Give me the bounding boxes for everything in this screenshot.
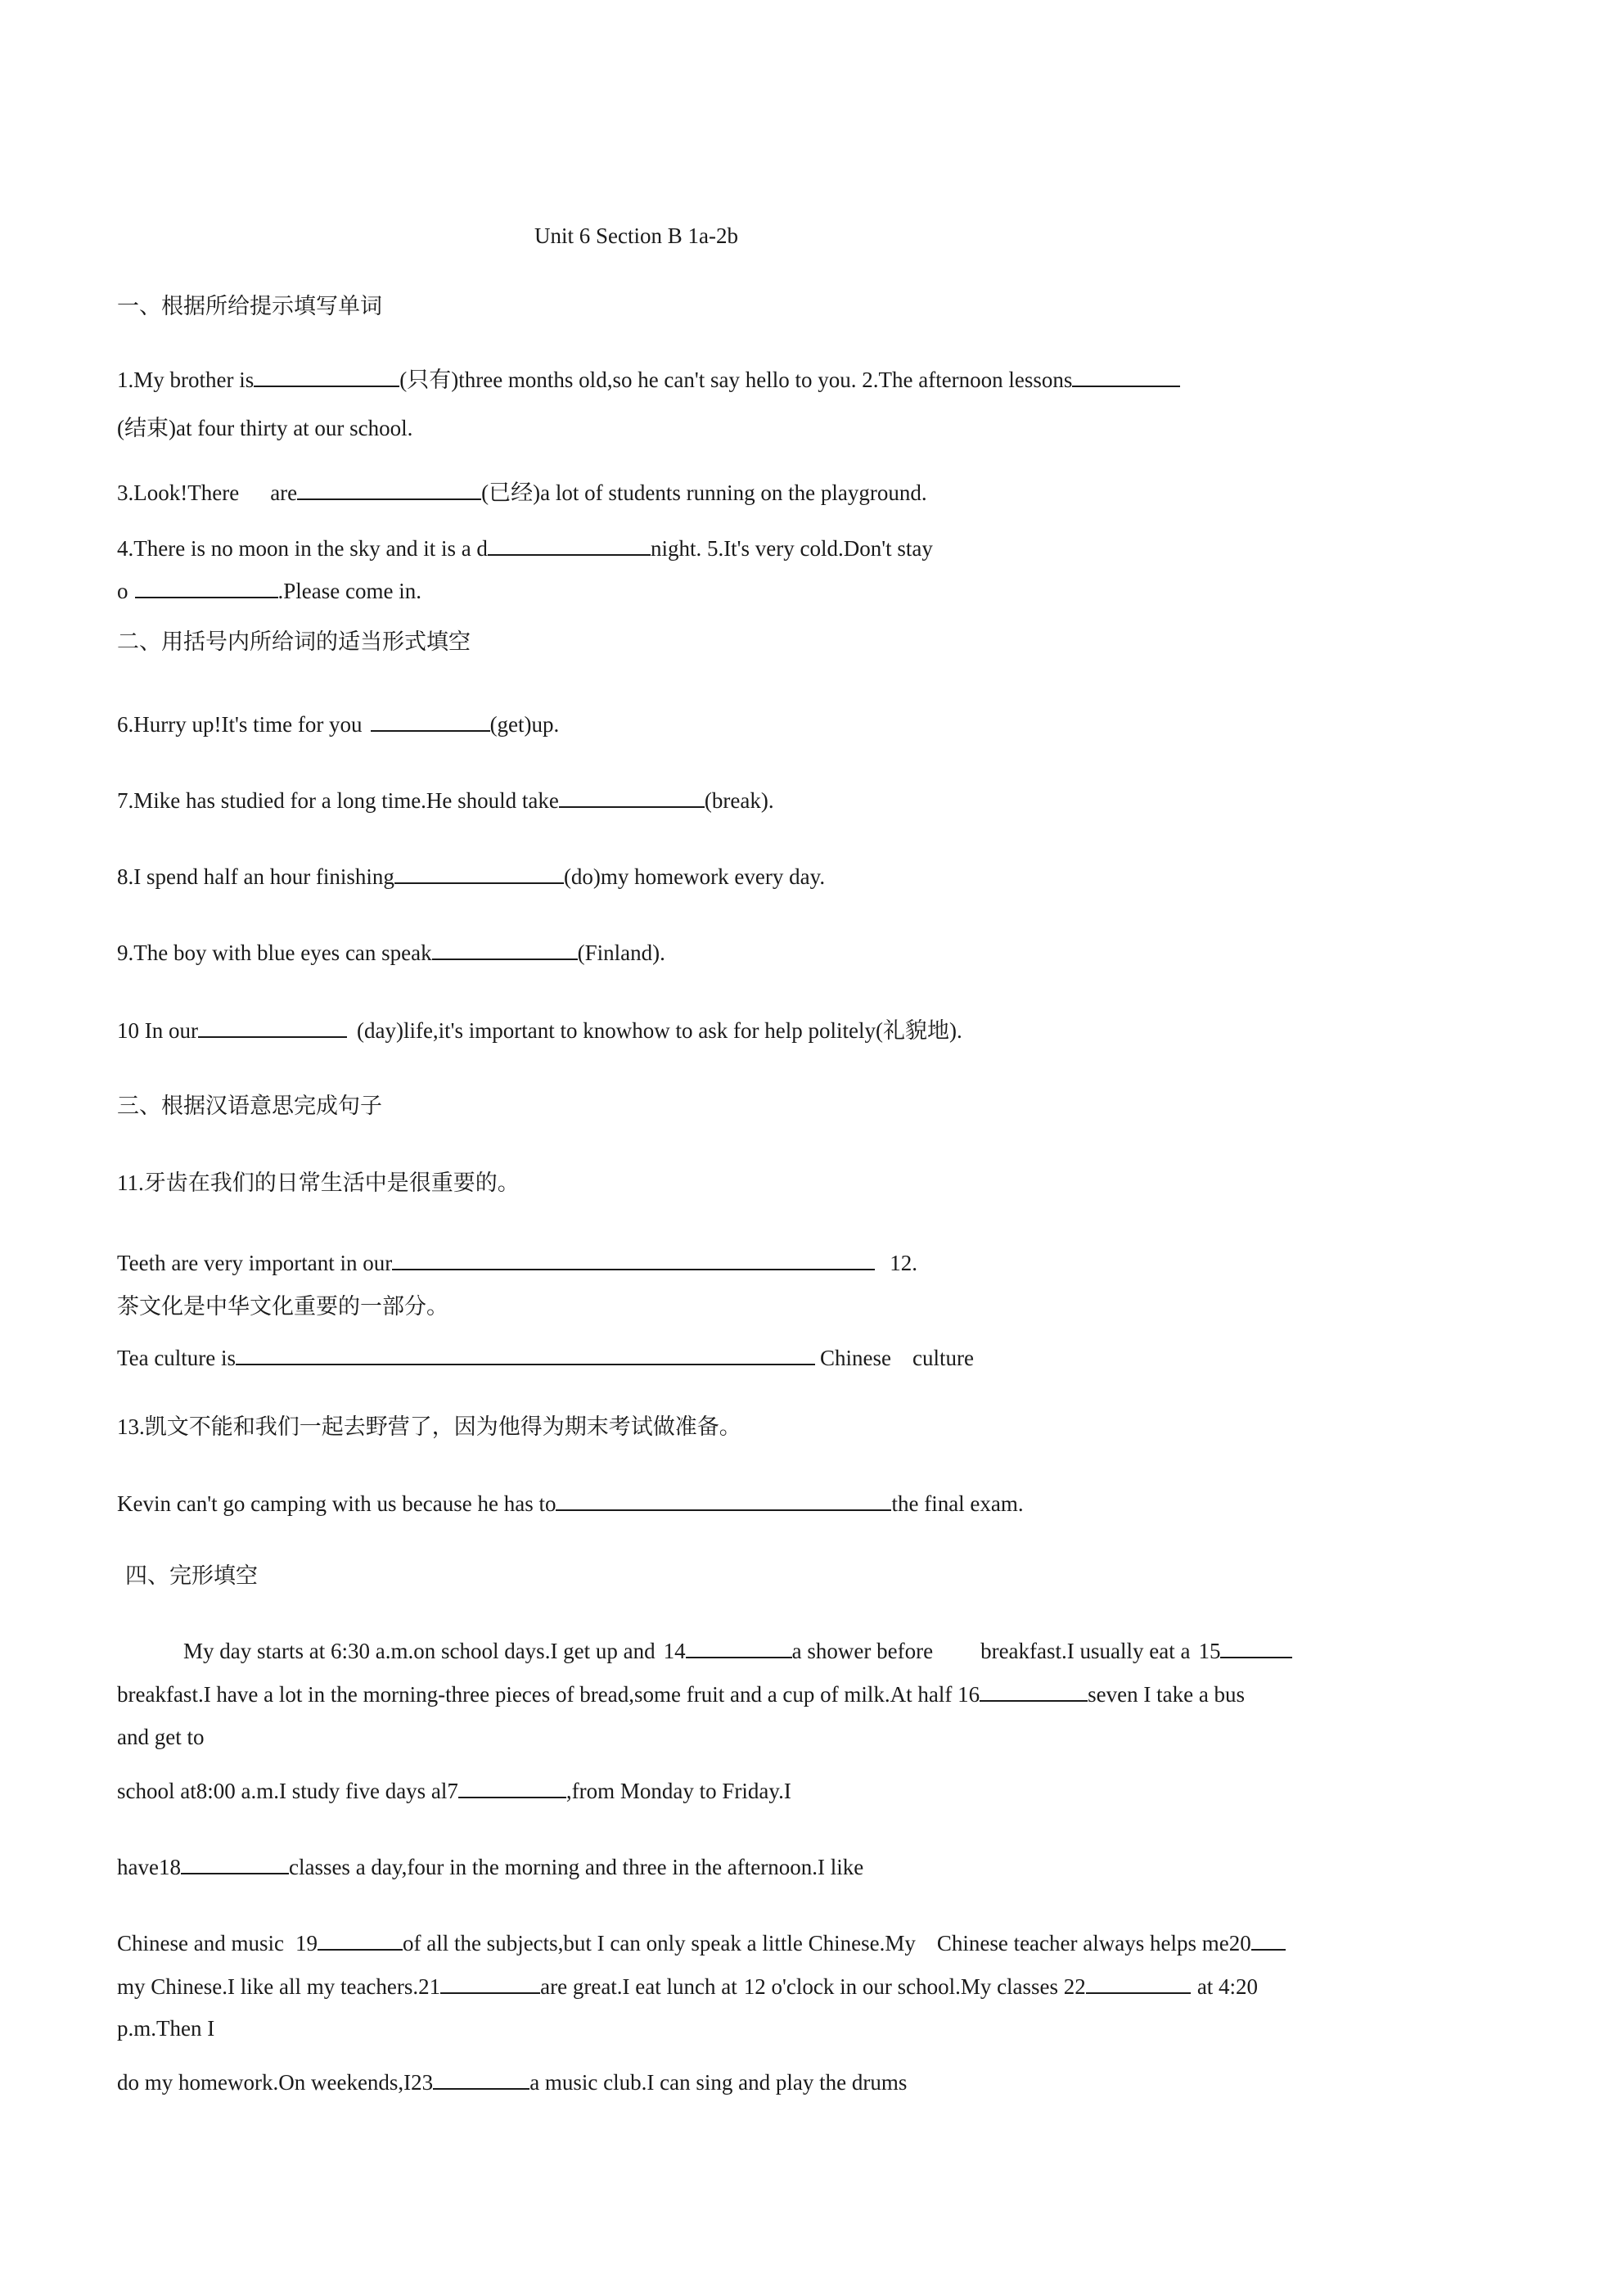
q12-text-a: Tea culture is (117, 1346, 237, 1370)
cloze-6-text-c: of all the subjects,but I can only speak a little Chinese.My (402, 1931, 916, 1955)
q9-blank[interactable] (432, 939, 578, 960)
page-title: Unit 6 Section B 1a-2b (534, 223, 738, 248)
q12-blank[interactable] (236, 1344, 815, 1365)
cloze-4-text-b: ,from Monday to Friday.I (565, 1779, 791, 1803)
q11-text-a: Teeth are very important in our (117, 1251, 393, 1275)
question-6 (117, 710, 559, 738)
q11-blank[interactable] (392, 1249, 875, 1270)
q1-text-a: 1.My brother is (117, 368, 255, 392)
q6-blank[interactable] (371, 710, 490, 732)
q9-text-a: 9.The boy with blue eyes can speak (117, 941, 432, 965)
cloze-1-text-e: 15 (1198, 1639, 1221, 1663)
q12-text-b: Chinese (820, 1346, 892, 1370)
cloze-blank-17[interactable] (458, 1777, 566, 1798)
cloze-blank-23[interactable] (433, 2068, 529, 2090)
cloze-blank-14[interactable] (686, 1637, 792, 1658)
cloze-1-text-d: breakfast.I usually eat a (980, 1639, 1191, 1663)
question-13-cn: 13.凯文不能和我们一起去野营了，因为他得为期末考试做准备。 (117, 1414, 741, 1439)
question-11-cn: 11.牙齿在我们的日常生活中是很重要的。 (117, 1171, 520, 1195)
q13-text-a: Kevin can't go camping with us because he has to (117, 1491, 556, 1516)
section-heading-2: 二、用括号内所给词的适当形式填空 (117, 629, 471, 654)
question-7 (117, 787, 774, 814)
question-8 (117, 863, 825, 890)
q6-text-b: (get)up. (489, 712, 560, 737)
question-12 (117, 1344, 974, 1371)
q5-blank[interactable] (135, 577, 278, 598)
q13-text-b: the final exam. (891, 1491, 1024, 1516)
cloze-line-8: p.m.Then I (117, 2016, 215, 2041)
cloze-6-text-a: Chinese and music (117, 1931, 284, 1955)
q6-text-a: 6.Hurry up!It's time for you (117, 712, 363, 737)
question-11 (117, 1249, 917, 1276)
cloze-1-text-a: My day starts at 6:30 a.m.on school days.I get up and (183, 1639, 656, 1663)
q13-blank[interactable] (556, 1490, 891, 1511)
q4-blank[interactable] (488, 535, 651, 556)
question-12-cn: 茶文化是中华文化重要的一部分。 (117, 1294, 448, 1319)
q10-blank[interactable] (198, 1017, 347, 1038)
cloze-line-2 (117, 1680, 1245, 1707)
q3-blank[interactable] (297, 479, 481, 500)
question-4 (117, 535, 933, 562)
cloze-7-text-b: are great.I eat lunch at (540, 1974, 737, 1999)
cloze-1-text-b: 14 (663, 1639, 686, 1663)
cloze-5-text-b: classes a day,four in the morning and three in the afternoon.I like (288, 1855, 864, 1879)
cloze-7-text-a: my Chinese.I like all my teachers.21 (117, 1974, 441, 1999)
cloze-line-6 (117, 1929, 1286, 1956)
q4-text-b: night. 5.It's very cold.Don't stay (650, 536, 933, 561)
cloze-7-text-c: 12 o'clock in our school.My classes 22 (743, 1974, 1086, 1999)
q3-text-c: (已经)a lot of students running on the playground. (481, 480, 927, 505)
cloze-6-text-b: 19 (295, 1931, 318, 1955)
section-heading-4: 四、完形填空 (125, 1563, 258, 1588)
cloze-line-9 (117, 2068, 907, 2095)
section-heading-3: 三、根据汉语意思完成句子 (117, 1094, 382, 1118)
q3-text-a: 3.Look!There (117, 480, 240, 505)
question-5 (117, 577, 421, 604)
q3-text-b: are (270, 480, 298, 505)
cloze-blank-19[interactable] (318, 1929, 403, 1951)
question-13 (117, 1490, 1024, 1517)
cloze-9-text-a: do my homework.On weekends,I23 (117, 2070, 434, 2095)
q9-text-b: (Finland). (577, 941, 665, 965)
q2-blank[interactable] (1072, 366, 1180, 387)
q7-text-a: 7.Mike has studied for a long time.He should take (117, 788, 559, 813)
cloze-blank-15[interactable] (1220, 1637, 1292, 1658)
q1-blank[interactable] (254, 366, 399, 387)
q10-text-a: 10 In our (117, 1018, 198, 1043)
cloze-6-text-d: Chinese teacher always helps me20 (936, 1931, 1251, 1955)
cloze-2-text-b: seven I take a bus (1088, 1682, 1246, 1707)
question-9 (117, 939, 665, 966)
q8-text-a: 8.I spend half an hour finishing (117, 864, 394, 889)
cloze-5-text-a: have18 (117, 1855, 181, 1879)
q7-blank[interactable] (559, 787, 705, 808)
cloze-blank-21[interactable] (440, 1973, 540, 1994)
cloze-line-1 (183, 1637, 1292, 1664)
cloze-line-7 (117, 1973, 1258, 2000)
question-10 (117, 1017, 962, 1044)
q12-number: 12. (890, 1251, 917, 1275)
q8-text-b: (do)my homework every day. (563, 864, 826, 889)
cloze-9-text-b: a music club.I can sing and play the drums (529, 2070, 908, 2095)
cloze-2-text-a: breakfast.I have a lot in the morning-three pieces of bread,some fruit and a cup of milk.At half 16 (117, 1682, 980, 1707)
cloze-blank-20[interactable] (1251, 1929, 1286, 1951)
question-2-cont: (结束)at four thirty at our school. (117, 416, 413, 440)
section-heading-1: 一、根据所给提示填写单词 (117, 294, 382, 318)
q8-blank[interactable] (394, 863, 564, 884)
cloze-line-3: and get to (117, 1725, 205, 1749)
cloze-7-text-d: at 4:20 (1196, 1974, 1259, 1999)
q10-text-b: (day)life,it's important to knowhow to ask for help politely(礼貌地). (356, 1018, 962, 1043)
q1-text-b: (只有)three months old,so he can't say hello to you. 2.The afternoon lessons (399, 368, 1073, 392)
cloze-blank-22[interactable] (1086, 1973, 1191, 1994)
question-1 (117, 366, 1180, 393)
cloze-blank-16[interactable] (980, 1680, 1088, 1702)
q4-text-a: 4.There is no moon in the sky and it is a d (117, 536, 488, 561)
q5-text-a: o (117, 579, 128, 603)
q12-text-c: culture (912, 1346, 975, 1370)
q7-text-b: (break). (704, 788, 774, 813)
cloze-blank-18[interactable] (181, 1853, 289, 1874)
cloze-line-4 (117, 1777, 791, 1804)
q5-text-b: .Please come in. (277, 579, 421, 603)
cloze-line-5 (117, 1853, 863, 1880)
cloze-1-text-c: a shower before (791, 1639, 934, 1663)
cloze-4-text-a: school at8:00 a.m.I study five days al7 (117, 1779, 458, 1803)
question-3 (117, 479, 927, 506)
